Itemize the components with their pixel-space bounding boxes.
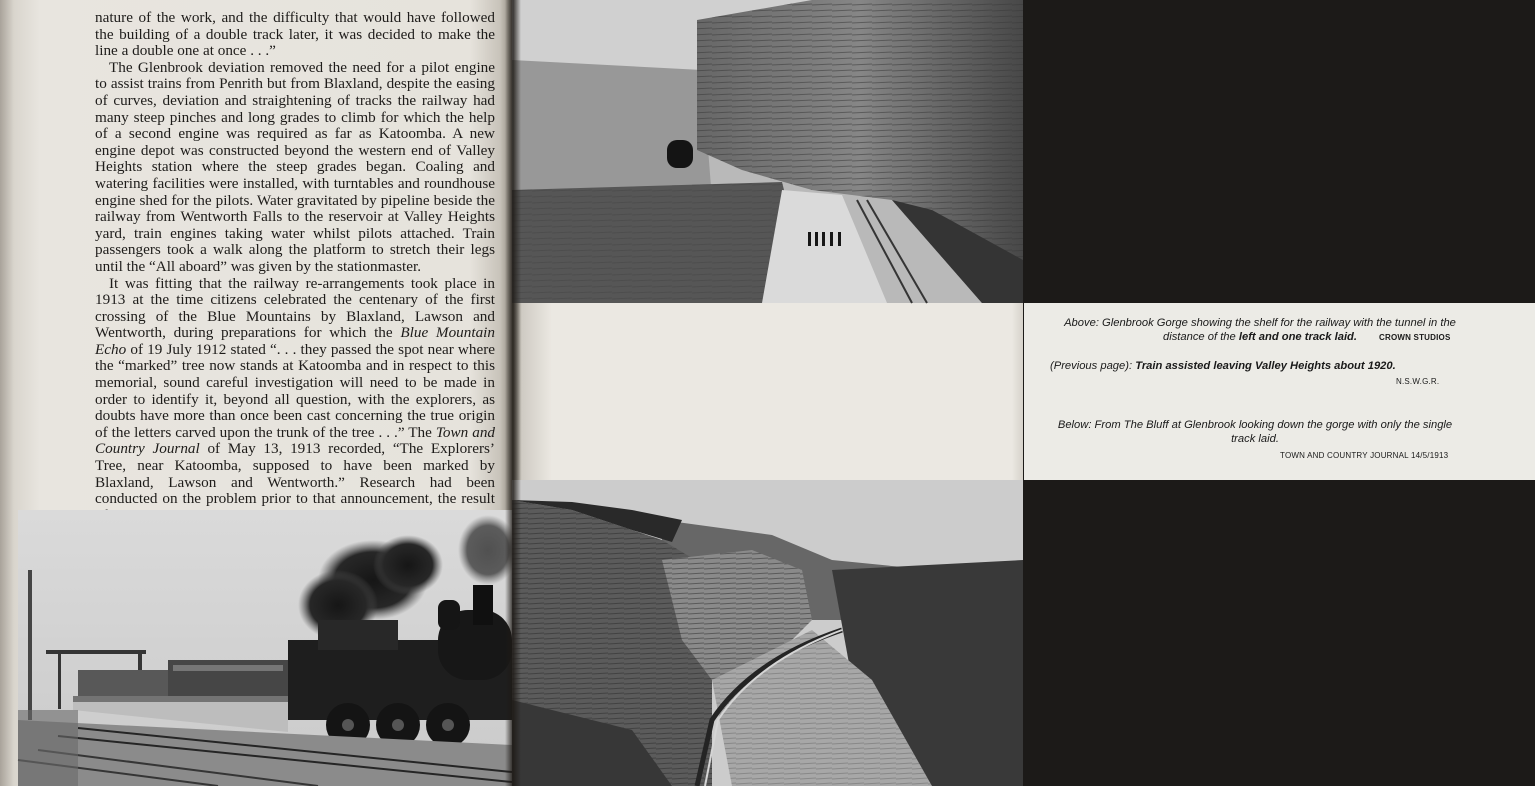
above-caption-bold: left and one track laid. (1238, 331, 1357, 343)
body-text (95, 10, 495, 524)
left-page (0, 0, 512, 786)
paragraph-3-part2: of 19 July 1912 stated “. . . they passed the spot near where the “marked” tree now stands at Katoomba and in respect to this memorial, sound careful investigation will need to be made in order to identify it, beyond all question, with the explorers, as doubts have more than once been cast concerning the true origin of the letters carved upon the trunk of the tree . . .” The (95, 340, 495, 441)
previous-credit: N.S.W.G.R. (1396, 377, 1440, 386)
previous-caption-bold: Train assisted leaving Valley Heights about 1920. (1132, 360, 1396, 372)
below-caption-text: From The Bluff at Glenbrook looking down the gorge with only the single track laid. (1091, 419, 1453, 445)
paragraph-3-italic1: Blue Mountain Echo (95, 324, 495, 358)
previous-caption (1050, 359, 1470, 373)
paragraph-3-part3: of May 13, 1913 recorded, “The Explorers’ Tree, near Katoomba, supposed to have been marked by Blaxland, Lawson and Wentworth.” Research had been conducted on the problem prior to that announcement, the result (95, 440, 495, 508)
bluff-gorge-photo (512, 480, 1023, 786)
paragraph-3-italic2: Town and Country Journal (95, 423, 496, 458)
paragraph-2: The Glenbrook deviation removed the need for a pilot engine to assist trains from Penrith but from Blaxland, despite the easing of curves, deviation and straightening of tracks the railway had many steep pinches and long grades to climb for which the help of a second engine was required as far as Katoomba. A new engine depot was constructed beyond the western end of Valley Heights station where the steep grades began. Coaling and watering facilities were installed, with turntables and roundhouse engine shed for the pilots. Water gravitated by pipeline beside the railway from Wentworth Falls to the reservoir at Valley Heights yard, train engines taking water whilst pilots attached. Train passengers took a walk along the platform to stretch their legs until the “All aboard” was given by the stationmaster. (95, 58, 495, 275)
above-caption-text: Glenbrook Gorge showing the shelf for the railway with the tunnel in the distance of the (1098, 317, 1456, 343)
below-caption-label: Below: (1057, 419, 1092, 431)
above-caption-label: Above: (1064, 317, 1099, 329)
paragraph-3-part1: It was fitting that the railway re-arrangements took place in 1913 at the time citizens celebrated the centenary of the first crossing of the Blue Mountains by Blaxland, Lawson and Wentworth, during preparations for which the (95, 274, 495, 342)
glenbrook-gorge-photo (512, 0, 1023, 303)
paragraph-3 (95, 276, 495, 525)
below-caption (1050, 418, 1460, 446)
above-credit: CROWN STUDIOS (1379, 333, 1451, 342)
steam-train-photo (18, 510, 512, 786)
caption-block (1024, 303, 1535, 480)
previous-caption-label: (Previous page): (1050, 360, 1133, 372)
book-gutter (505, 0, 521, 786)
paragraph-1: nature of the work, and the difficulty that would have followed the building of a double track later, it was decided to make the line a double one at once . . .” (95, 9, 495, 60)
below-credit: TOWN AND COUNTRY JOURNAL 14/5/1913 (1280, 451, 1449, 460)
right-page (512, 0, 1456, 786)
